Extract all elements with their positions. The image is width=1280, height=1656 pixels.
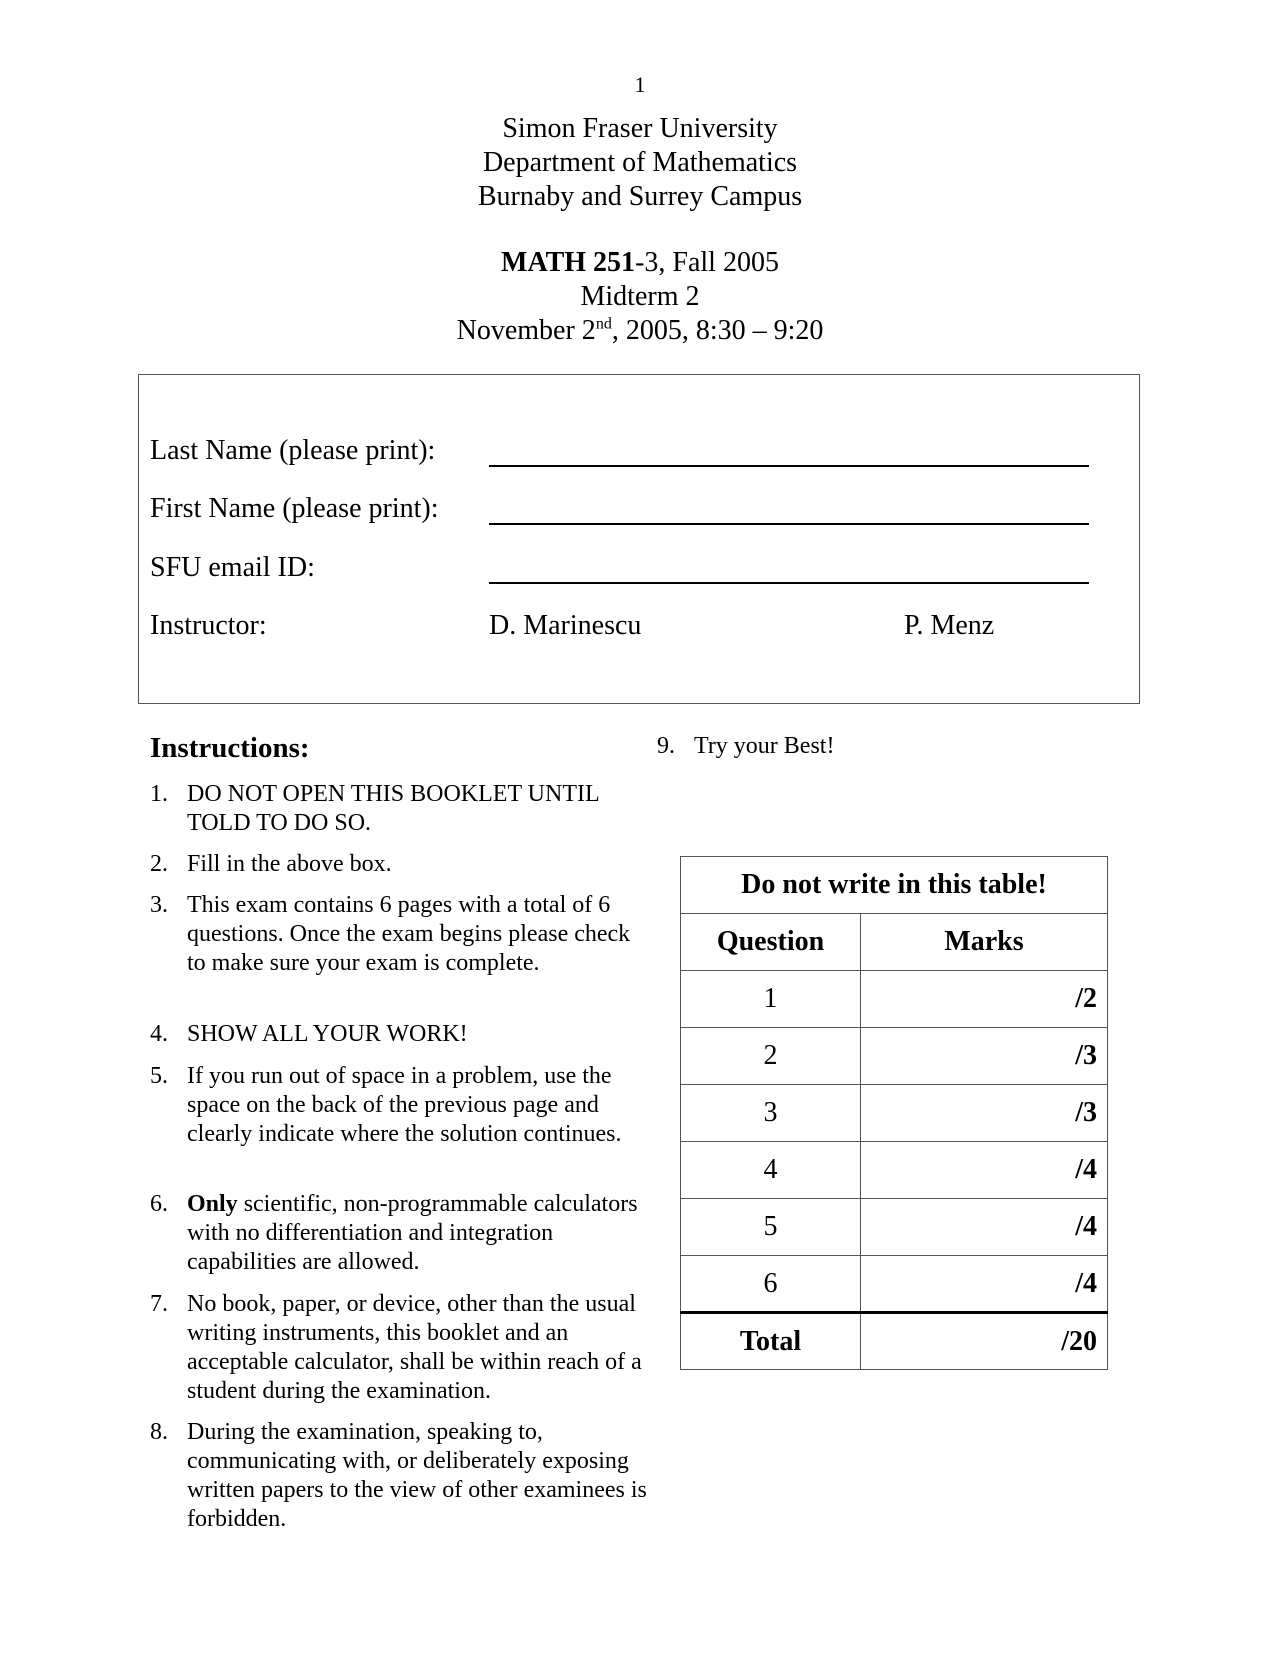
exam-date-suffix: nd	[595, 315, 612, 333]
question-number: 2	[681, 1028, 861, 1085]
table-row	[681, 1256, 1108, 1313]
department-name: Department of Mathematics	[482, 147, 798, 178]
campus-name: Burnaby and Surrey Campus	[477, 181, 803, 212]
exam-name: Midterm 2	[580, 281, 700, 312]
instruction-number: 8.	[150, 1419, 168, 1445]
question-marks: /4	[861, 1199, 1108, 1256]
column-header-question: Question	[681, 914, 861, 971]
university-name: Simon Fraser University	[502, 113, 778, 144]
instructor-option-menz[interactable]: P. Menz	[904, 610, 995, 641]
instruction-text: During the examination, speaking to, communicating with, or deliberately exposing written papers to the view of other examinees is forbidden.	[187, 1419, 647, 1532]
instruction-number: 4.	[150, 1021, 168, 1047]
email-label: SFU email ID:	[150, 552, 315, 583]
instruction-number: 3.	[150, 892, 168, 918]
table-row	[681, 1085, 1108, 1142]
email-field[interactable]	[489, 582, 1089, 584]
instruction-number: 6.	[150, 1191, 168, 1217]
course-code: MATH 251	[501, 247, 636, 278]
question-marks: /2	[861, 971, 1108, 1028]
instruction-text	[187, 1190, 647, 1277]
exam-date-time: , 2005, 8:30 – 9:20	[611, 315, 824, 346]
table-row	[681, 1028, 1108, 1085]
exam-date	[0, 314, 1280, 348]
instruction-emphasis: Only	[187, 1191, 238, 1217]
question-marks: /3	[861, 1028, 1108, 1085]
student-info-box	[138, 374, 1140, 704]
table-row	[681, 971, 1108, 1028]
instruction-text: SHOW ALL YOUR WORK!	[187, 1021, 468, 1047]
instruction-number: 7.	[150, 1291, 168, 1317]
exam-date-main: November 2	[456, 315, 596, 346]
marks-table-title: Do not write in this table!	[681, 857, 1108, 914]
course-title	[0, 246, 1280, 280]
instruction-number: 5.	[150, 1063, 168, 1089]
instruction-text: DO NOT OPEN THIS BOOKLET UNTIL TOLD TO DO SO.	[187, 781, 599, 836]
instruction-text: This exam contains 6 pages with a total of 6 questions. Once the exam begins please check to make sure your exam is complete.	[187, 892, 631, 976]
question-number: 3	[681, 1085, 861, 1142]
instructor-option-marinescu[interactable]: D. Marinescu	[489, 610, 642, 641]
table-row-total	[681, 1313, 1108, 1370]
marks-table	[680, 856, 1108, 1370]
instruction-text: Fill in the above box.	[187, 851, 392, 877]
total-marks: /20	[861, 1313, 1108, 1370]
last-name-label: Last Name (please print):	[150, 435, 436, 466]
instruction-number: 9.	[657, 733, 675, 759]
instruction-number: 1.	[150, 781, 168, 807]
instruction-number: 2.	[150, 851, 168, 877]
instruction-text: No book, paper, or device, other than the usual writing instruments, this booklet and an acceptable calculator, shall be within reach of a student during the examination.	[187, 1291, 642, 1404]
question-number: 5	[681, 1199, 861, 1256]
column-header-marks: Marks	[861, 914, 1108, 971]
first-name-field[interactable]	[489, 523, 1089, 525]
question-number: 1	[681, 971, 861, 1028]
instruction-text: If you run out of space in a problem, use the space on the back of the previous page and clearly indicate where the solution continues.	[187, 1063, 622, 1147]
first-name-label: First Name (please print):	[150, 493, 439, 524]
question-marks: /4	[861, 1142, 1108, 1199]
instruction-text-rest: scientific, non-programmable calculators with no differentiation and integration capabilities are allowed.	[187, 1191, 638, 1275]
instructor-label: Instructor:	[150, 610, 267, 641]
table-row	[681, 1199, 1108, 1256]
page-number: 1	[634, 72, 646, 97]
table-row	[681, 1142, 1108, 1199]
question-marks: /3	[861, 1085, 1108, 1142]
question-number: 4	[681, 1142, 861, 1199]
course-term: -3, Fall 2005	[635, 247, 779, 278]
question-marks: /4	[861, 1256, 1108, 1313]
total-label: Total	[681, 1313, 861, 1370]
instruction-text: Try your Best!	[694, 733, 835, 759]
instructions-heading: Instructions:	[150, 732, 310, 764]
last-name-field[interactable]	[489, 465, 1089, 467]
question-number: 6	[681, 1256, 861, 1313]
